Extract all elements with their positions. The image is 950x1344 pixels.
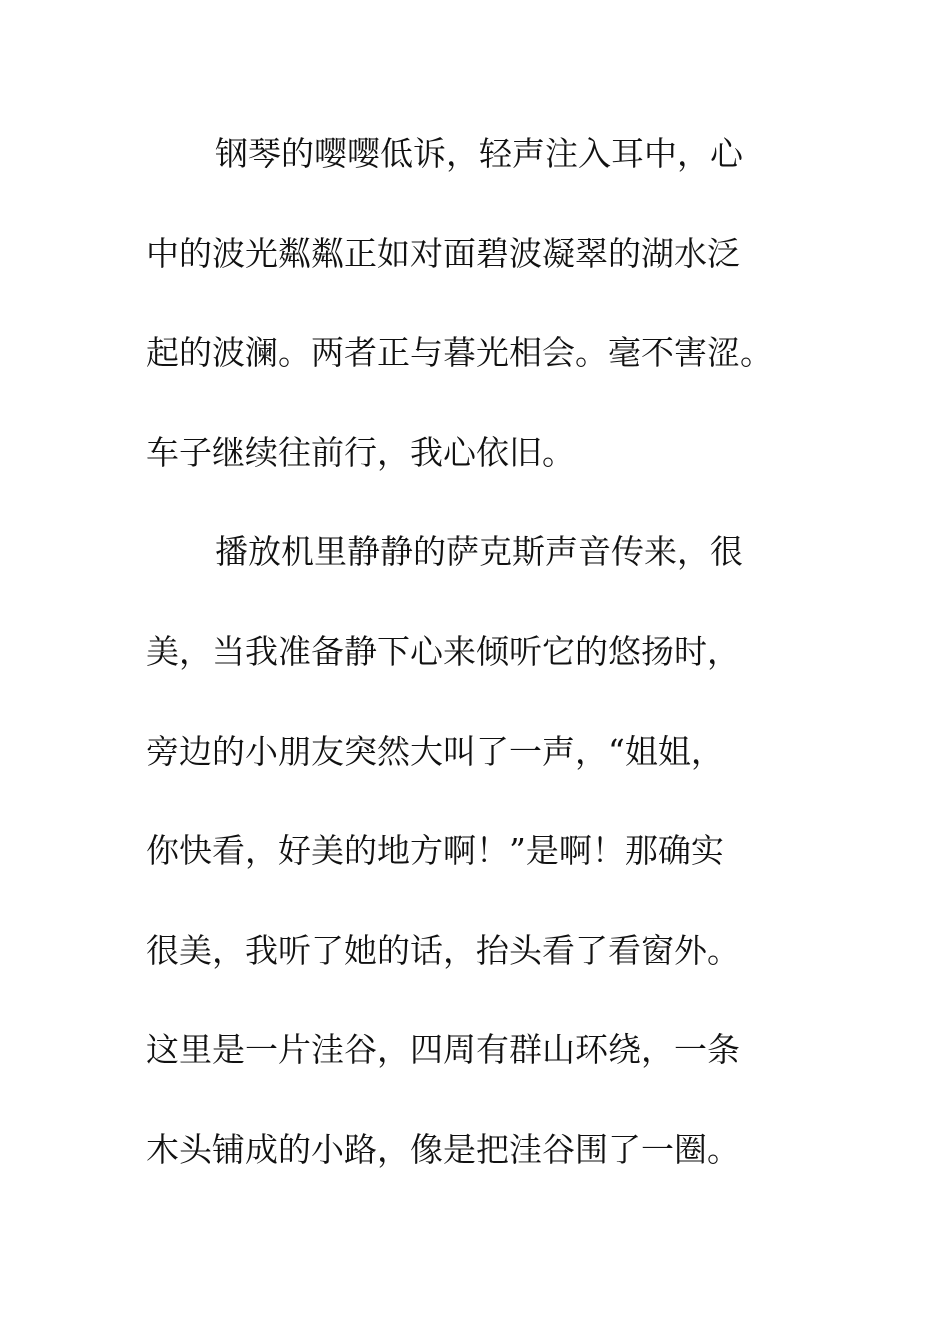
body-text — [146, 124, 806, 1220]
paragraph-2-line-5: 很美，我听了她的话，抬头看了看窗外。 — [146, 930, 740, 970]
paragraph-1-line-1: 钢琴的嘤嘤低诉，轻声注入耳中，心 — [215, 134, 743, 173]
paragraph-1-line-4: 车子继续往前行，我心依旧。 — [146, 432, 575, 472]
paragraph-2-line-1: 播放机里静静的萨克斯声音传来，很 — [215, 532, 743, 572]
paragraph-2-line-7: 木头铺成的小路，像是把洼谷围了一圈。 — [146, 1129, 740, 1169]
paragraph-2-line-6: 这里是一片洼谷，四周有群山环绕，一条 — [146, 1030, 740, 1070]
paragraph-1-line-2: 中的波光粼粼正如对面碧波凝翠的湖水泛 — [146, 233, 740, 273]
paragraph-2-line-2: 美，当我准备静下心来倾听它的悠扬时， — [146, 631, 740, 671]
paragraph-2-line-3: 旁边的小朋友突然大叫了一声，“姐姐， — [146, 731, 724, 771]
paragraph-2-line-4: 你快看，好美的地方啊！”是啊！那确实 — [146, 831, 724, 871]
paragraph-1-line-3: 起的波澜。两者正与暮光相会。毫不害涩。 — [146, 333, 773, 373]
